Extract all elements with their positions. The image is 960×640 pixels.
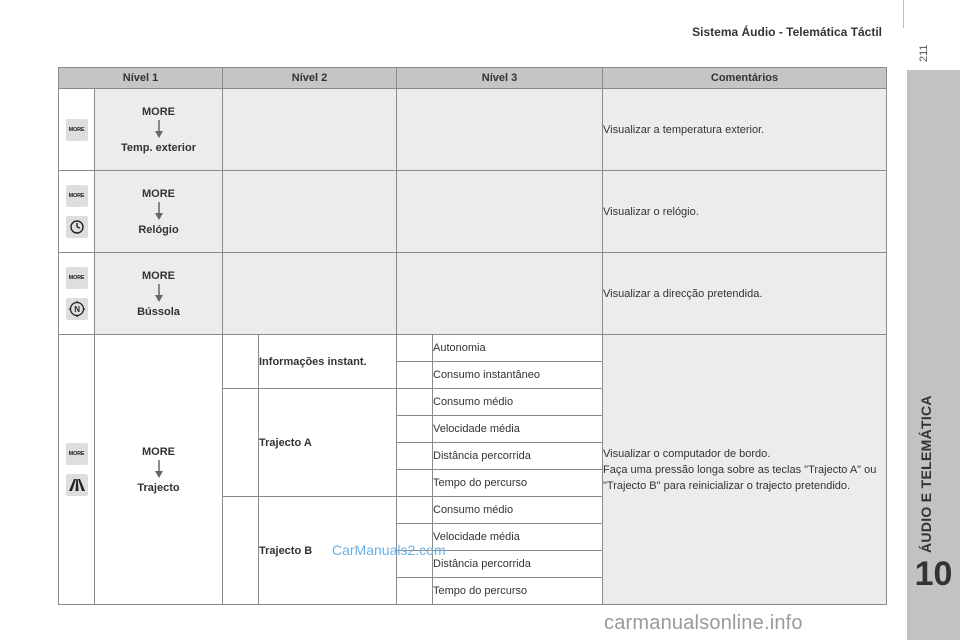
level3-item: Velocidade média — [433, 524, 603, 551]
level2-empty — [223, 89, 397, 171]
level3-empty — [397, 253, 603, 335]
trip-road-icon — [66, 474, 88, 496]
level1-path — [95, 171, 223, 253]
level3-spacer — [397, 470, 433, 497]
level2-label: Trajecto A — [259, 389, 397, 497]
level3-spacer — [397, 497, 433, 524]
level3-empty — [397, 89, 603, 171]
level2-label: Informações instant. — [259, 335, 397, 389]
arrow-down-icon — [154, 202, 164, 220]
level3-item: Tempo do percurso — [433, 470, 603, 497]
path-target-label: Trajecto — [137, 481, 180, 494]
level2-spacer — [223, 389, 259, 497]
comment-cell — [603, 335, 887, 605]
level1-icons — [59, 89, 95, 171]
level2-empty — [223, 171, 397, 253]
footer-watermark: carmanualsonline.info — [604, 612, 803, 634]
level2-spacer — [223, 335, 259, 389]
chapter-number: 10 — [914, 555, 953, 593]
level1-icons — [59, 171, 95, 253]
path-button-label: MORE — [142, 269, 175, 282]
path-target-label: Temp. exterior — [121, 141, 196, 154]
level1-path — [95, 335, 223, 605]
level1-icons — [59, 335, 95, 605]
path-button-label: MORE — [142, 445, 175, 458]
path-target-label: Relógio — [138, 223, 179, 236]
level3-spacer — [397, 335, 433, 362]
arrow-down-icon — [154, 284, 164, 302]
header-divider — [903, 0, 904, 28]
comment-cell: Visualizar a temperatura exterior. — [603, 89, 887, 171]
more-key-icon: MORE — [66, 119, 88, 141]
level3-item: Distância percorrida — [433, 443, 603, 470]
level1-path — [95, 89, 223, 171]
level3-spacer — [397, 389, 433, 416]
level2-spacer — [223, 497, 259, 605]
page-header-title: Sistema Áudio - Telemática Táctil — [692, 25, 882, 39]
more-key-icon: MORE — [66, 267, 88, 289]
page-number: 211 — [918, 44, 930, 62]
path-button-label: MORE — [142, 105, 175, 118]
level3-spacer — [397, 416, 433, 443]
compass-letter: N — [73, 305, 80, 314]
level3-spacer — [397, 578, 433, 605]
table-row — [59, 89, 887, 171]
level2-label: Trajecto B — [259, 497, 397, 605]
level3-item: Autonomia — [433, 335, 603, 362]
table-row — [59, 253, 887, 335]
comment-cell: Visualizar o relógio. — [603, 171, 887, 253]
compass-icon — [66, 298, 88, 320]
level3-item: Distância percorrida — [433, 551, 603, 578]
header-nivel-1: Nível 1 — [59, 68, 223, 89]
level3-item: Consumo instantâneo — [433, 362, 603, 389]
level3-spacer — [397, 443, 433, 470]
level3-spacer — [397, 362, 433, 389]
menu-table — [58, 67, 887, 605]
table-row — [59, 171, 887, 253]
arrow-down-icon — [154, 120, 164, 138]
level3-item: Consumo médio — [433, 497, 603, 524]
more-key-icon: MORE — [66, 185, 88, 207]
clock-icon — [66, 216, 88, 238]
level3-item: Velocidade média — [433, 416, 603, 443]
header-comentarios: Comentários — [603, 68, 887, 89]
path-button-label: MORE — [142, 187, 175, 200]
comment-line: Visualizar o computador de bordo. — [603, 447, 771, 460]
comment-line: Faça uma pressão longa sobre as teclas "Trajecto A" ou "Trajecto B" para reinicializar o trajecto pretendido. — [603, 463, 877, 492]
header-nivel-2: Nível 2 — [223, 68, 397, 89]
arrow-down-icon — [154, 460, 164, 478]
level3-item: Consumo médio — [433, 389, 603, 416]
chapter-side-label: ÁUDIO E TELEMÁTICA — [918, 395, 934, 553]
table-header-row — [59, 68, 887, 89]
header-nivel-3: Nível 3 — [397, 68, 603, 89]
path-target-label: Bússola — [137, 305, 180, 318]
more-key-icon: MORE — [66, 443, 88, 465]
level1-path — [95, 253, 223, 335]
table-row — [59, 335, 887, 362]
level3-empty — [397, 171, 603, 253]
watermark-link[interactable]: CarManuals2.com — [332, 542, 446, 558]
level1-icons — [59, 253, 95, 335]
level3-item: Tempo do percurso — [433, 578, 603, 605]
comment-cell: Visualizar a direcção pretendida. — [603, 253, 887, 335]
level2-empty — [223, 253, 397, 335]
